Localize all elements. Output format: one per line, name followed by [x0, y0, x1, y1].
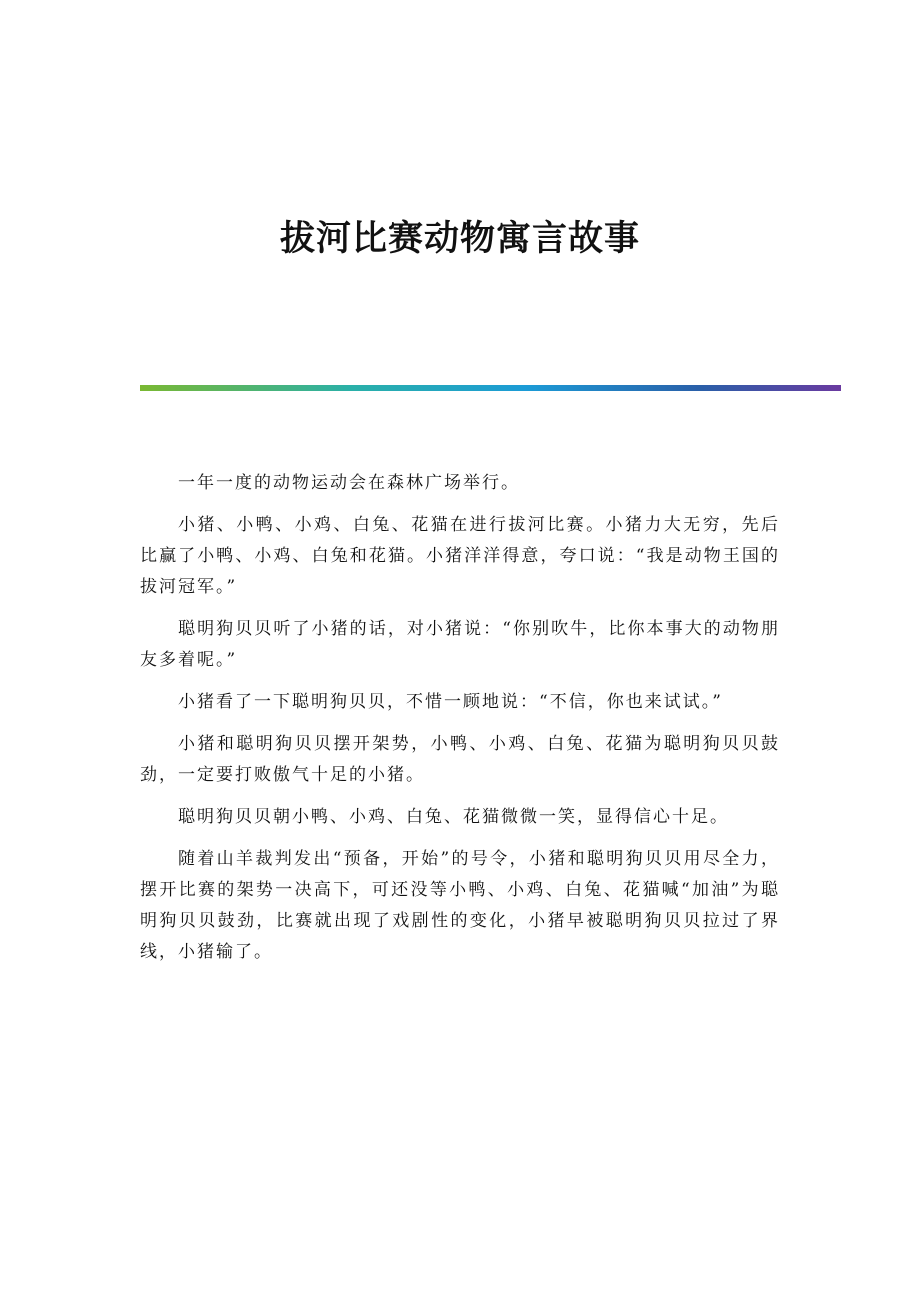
paragraph: 小猪看了一下聪明狗贝贝，不惜一顾地说：“不信，你也来试试。” — [178, 692, 723, 712]
document-title: 拔河比赛动物寓言故事 — [279, 218, 640, 259]
paragraph: 小猪、小鸭、小鸡、白兔、花猫在进行拔河比赛。小猪力大无穷，先后比赢了小鸭、小鸡、白兔和花猫。小猪洋洋得意，夸口说：“我是动物王国的拔河冠军。” — [140, 515, 780, 597]
title-divider — [140, 385, 841, 391]
paragraph: 聪明狗贝贝听了小猪的话，对小猪说：“你别吹牛，比你本事大的动物朋友多着呢。” — [140, 619, 780, 670]
paragraph: 一年一度的动物运动会在森林广场举行。 — [178, 473, 520, 493]
paragraph: 随着山羊裁判发出“预备，开始”的号令，小猪和聪明狗贝贝用尽全力，摆开比赛的架势一决高下，可还没等小鸭、小鸡、白兔、花猫喊“加油”为聪明狗贝贝鼓劲，比赛就出现了戏剧性的变化，小猪早被聪明狗贝贝拉过了界线，小猪输了。 — [140, 849, 780, 962]
paragraph: 聪明狗贝贝朝小鸭、小鸡、白兔、花猫微微一笑，显得信心十足。 — [178, 807, 729, 827]
document-body — [140, 468, 780, 979]
paragraph: 小猪和聪明狗贝贝摆开架势，小鸭、小鸡、白兔、花猫为聪明狗贝贝鼓劲，一定要打败傲气十足的小猪。 — [140, 734, 780, 785]
